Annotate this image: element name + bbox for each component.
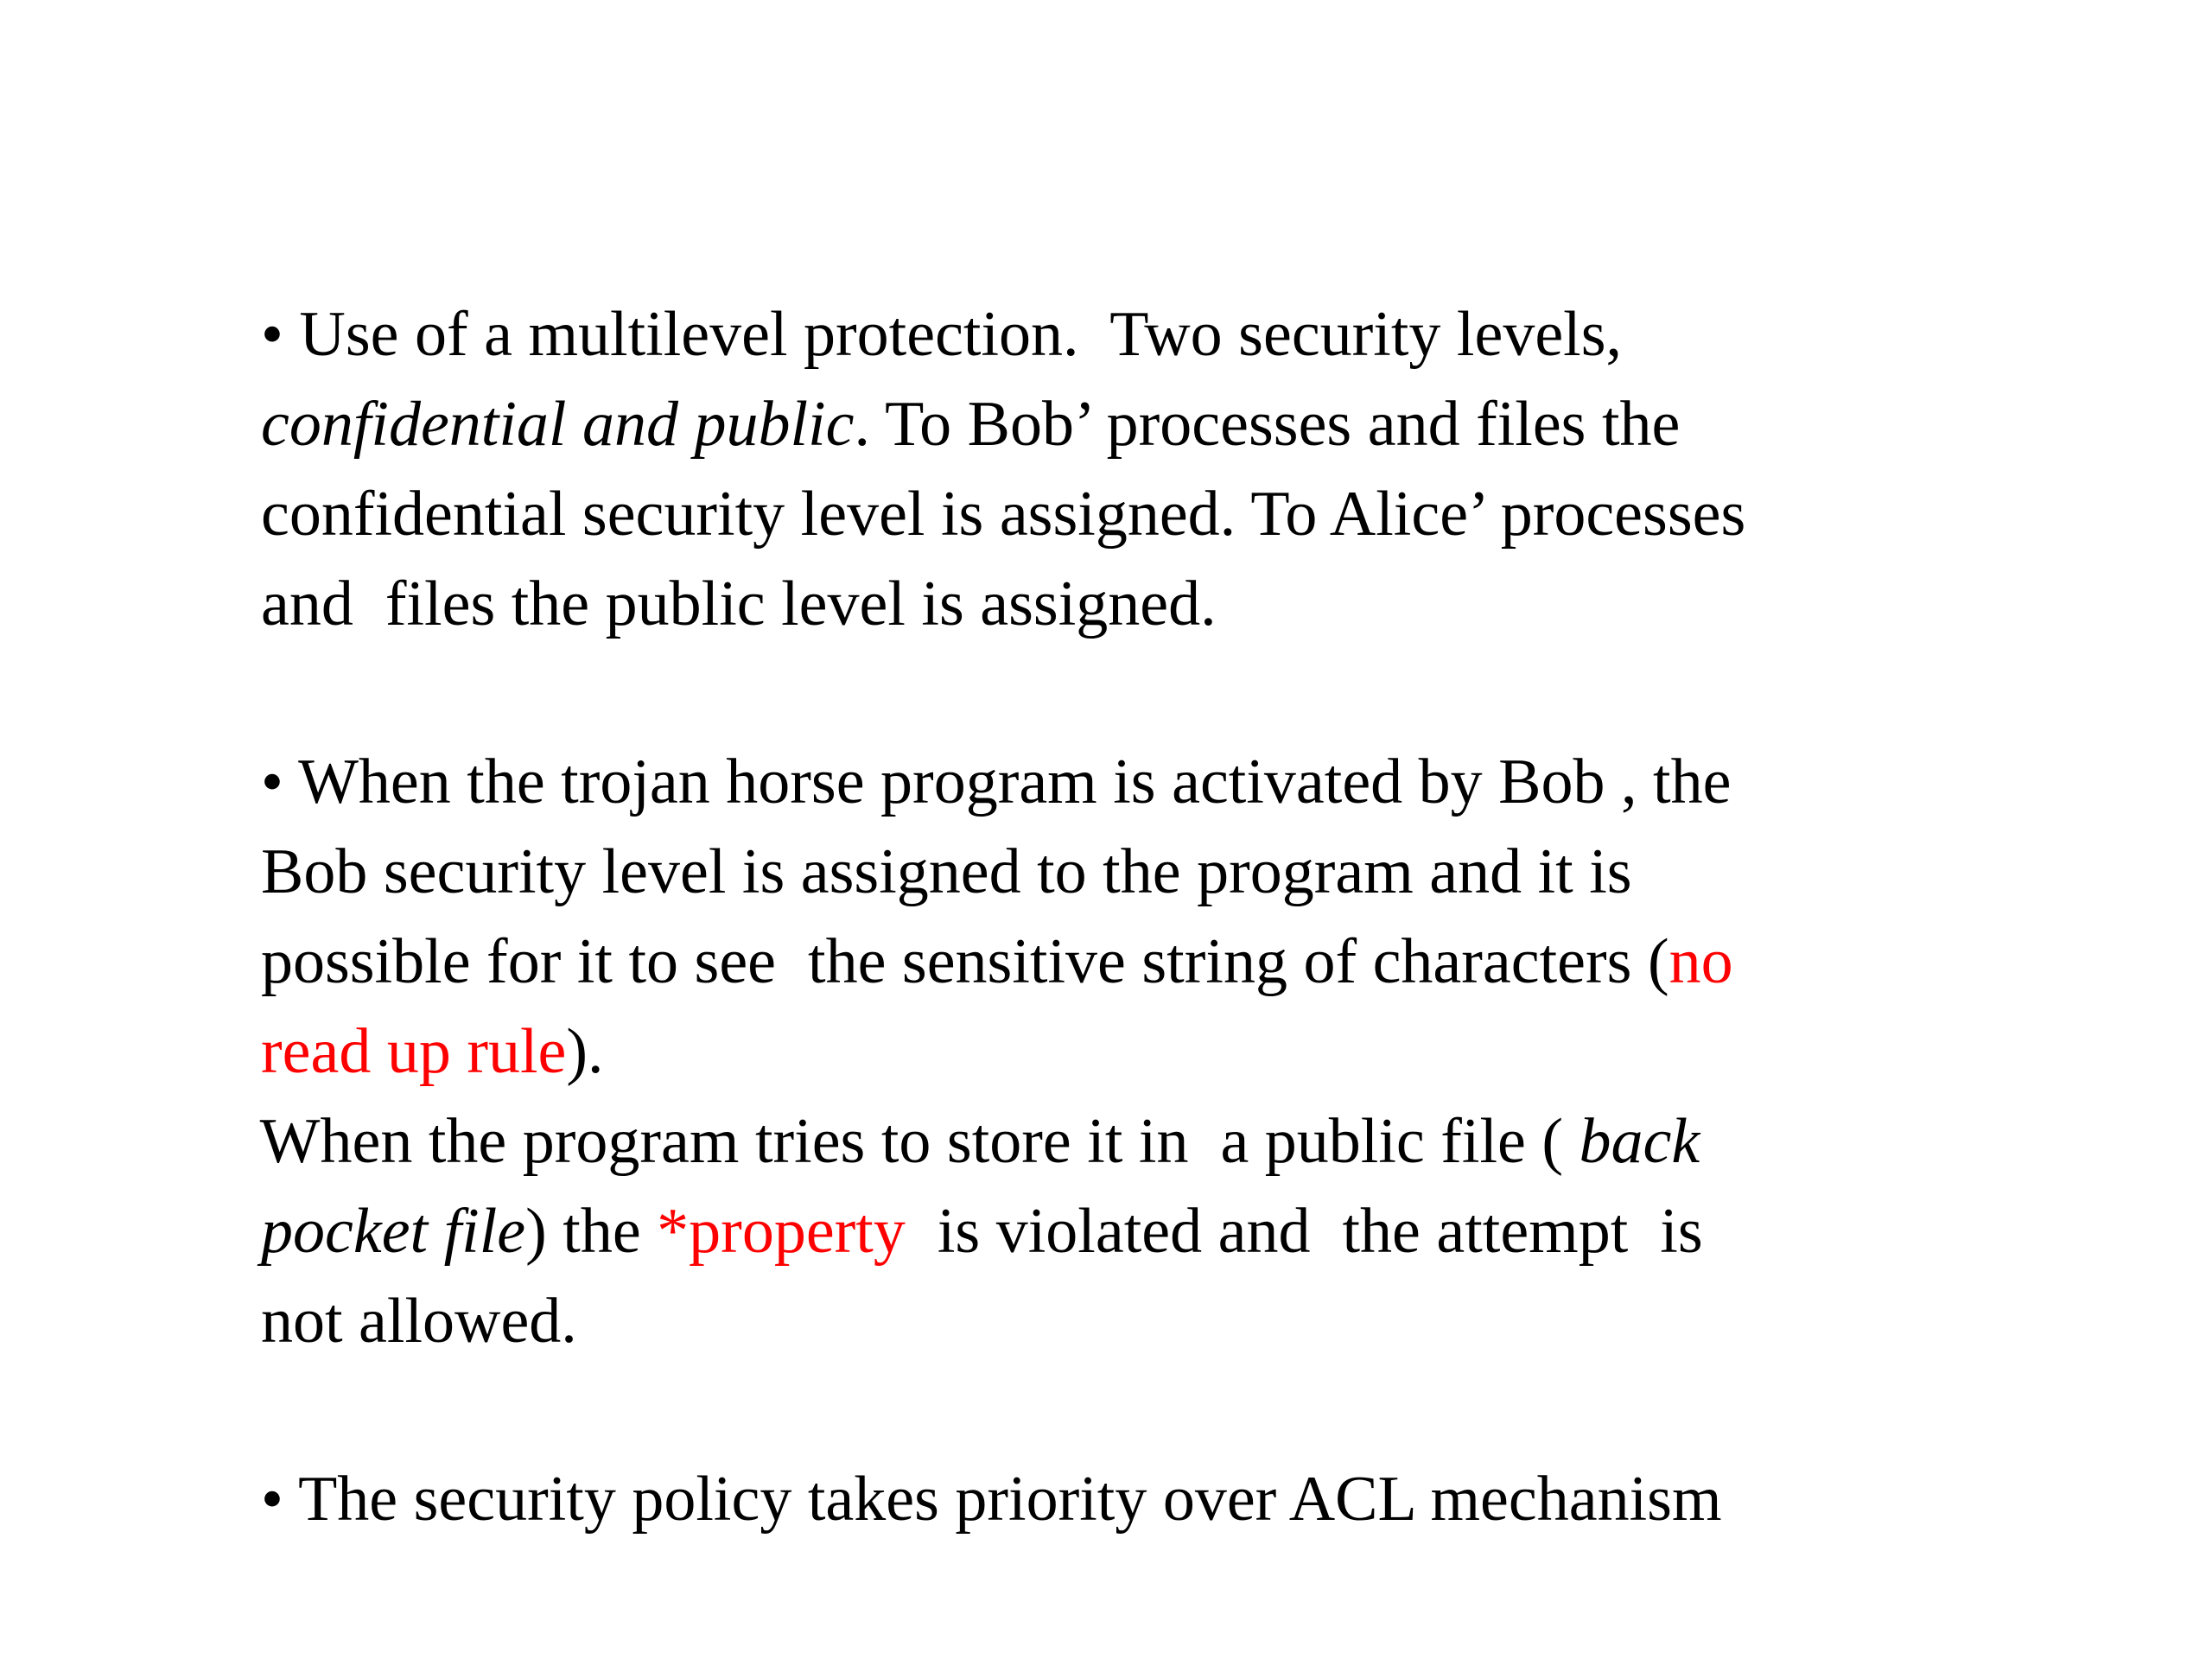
bullet1-line4 (197, 508, 1217, 700)
bullet2-text: • When the trojan horse program is activated by Bob , the (261, 747, 1732, 817)
star-property-highlight: *property (657, 1196, 906, 1267)
bullet1-italic-levels: confidential and public (261, 389, 855, 460)
bullet2-text: ). (566, 1016, 604, 1087)
bullet2-text: ) the (525, 1196, 658, 1267)
bullet2-text: possible for it to see the sensitive string of characters ( (261, 926, 1669, 997)
bullet2-line7 (197, 1225, 577, 1417)
no-read-up-rule-highlight: read up rule (261, 1016, 567, 1087)
bullet3-line1 (197, 1403, 1722, 1595)
bullet2-text: Bob security level is assigned to the program and it is (261, 836, 1632, 907)
back-pocket-file-italic: back (1579, 1106, 1700, 1177)
bullet1-text: . To Bob’ processes and files the (854, 389, 1681, 460)
bullet1-text: • Use of a multilevel protection. Two security levels, (261, 299, 1623, 370)
bullet1-text: confidential security level is assigned. To Alice’ processes (261, 479, 1746, 550)
back-pocket-file-italic: pocket file (261, 1196, 526, 1267)
bullet2-text: When the program tries to store it in a public file ( (259, 1106, 1580, 1177)
bullet3-text: • The security policy takes priority over ACL mechanism (261, 1464, 1722, 1535)
bullet2-text: is violated and the attempt is (905, 1196, 1703, 1267)
bullet2-text: not allowed. (261, 1286, 577, 1357)
bullet1-text: and files the public level is assigned. (261, 569, 1217, 639)
no-read-up-rule-highlight: no (1669, 926, 1733, 997)
